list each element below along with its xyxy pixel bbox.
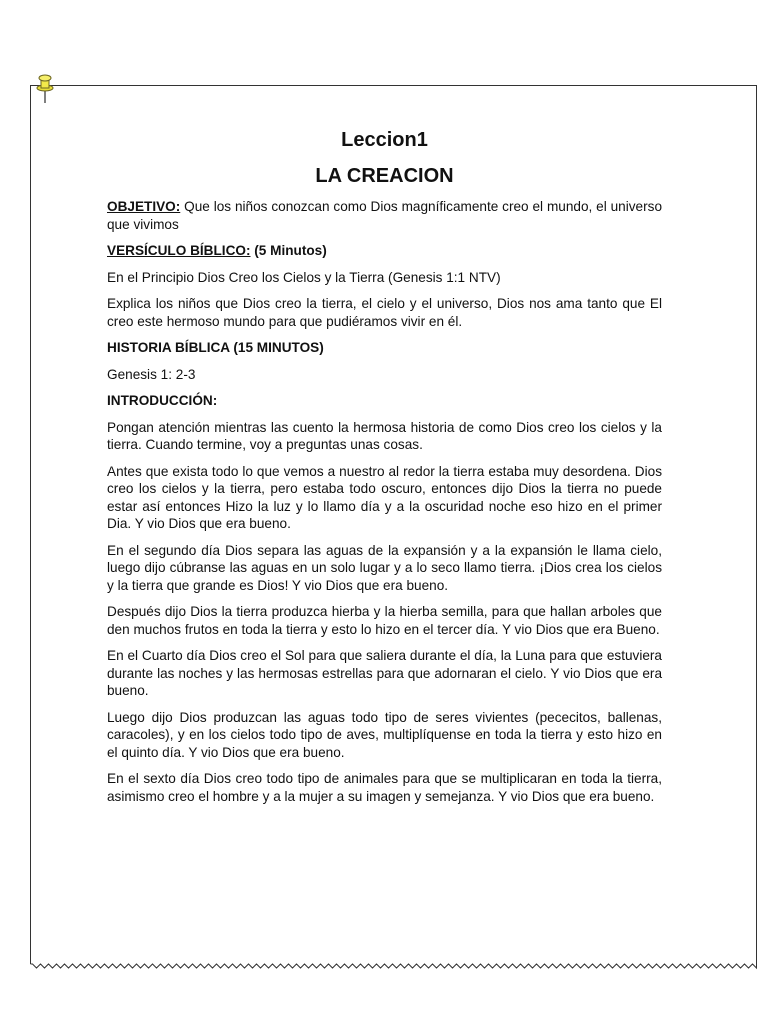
verse-text: En el Principio Dios Creo los Cielos y la Tierra (Genesis 1:1 NTV): [107, 269, 501, 285]
story-paragraph-2: Antes que exista todo lo que vemos a nuestro al redor la tierra estaba muy desordena. Dios creo los cielos y la tierra, pero estaba todo oscuro, entonces dijo Dios la tierra no puede estar así entonces Hizo la luz y lo llamo día y a la oscuridad noche eso hizo en el primer Dia. Y vio Dios que era bueno.: [107, 463, 662, 531]
lesson-title: LA CREACION: [315, 165, 454, 187]
story-paragraph-3: En el segundo día Dios separa las aguas de la expansión y a la expansión le llama cielo, luego dijo cúbranse las aguas en un solo lugar y a lo seco llamo tierra. ¡Dios crea los cielos y la tierra que grande es Dios! Y vio Dios que era bueno.: [107, 542, 662, 593]
story-paragraph-7: En el sexto día Dios creo todo tipo de animales para que se multiplicaran en toda la tierra, asimismo creo el hombre y a la mujer a su imagen y semejanza. Y vio Dios que era bueno.: [107, 771, 662, 804]
explain-paragraph: Explica los niños que Dios creo la tierra, el cielo y el universo, Dios nos ama tanto que El creo este hermoso mundo para que pudiéramos vivir en él.: [107, 296, 662, 329]
story-reference: Genesis 1: 2-3: [107, 366, 196, 382]
verse-time: (5 Minutos): [250, 243, 327, 258]
story-paragraph-6: Luego dijo Dios produzcan las aguas todo tipo de seres vivientes (pececitos, ballenas, caracoles), y en los cielos todo tipo de aves, multiplíquense en toda la tierra y esto hizo en el quinto día. Y vio Dios que era bueno.: [107, 709, 662, 760]
story-paragraph-1: Pongan atención mientras las cuento la hermosa historia de como Dios creo los cielos y la tierra. Cuando termine, voy a preguntas unas cosas.: [107, 419, 662, 452]
objective-paragraph: [107, 198, 662, 233]
story-paragraph-5: En el Cuarto día Dios creo el Sol para que saliera durante el día, la Luna para que estuviera durante las noches y las hermosas estrellas para que adornaran el cielo. Y vio Dios que era bueno.: [107, 648, 662, 698]
document-body: [107, 126, 662, 814]
story-paragraph-4: Después dijo Dios la tierra produzca hierba y la hierba semilla, para que hallan arboles que den muchos frutos en toda la tierra y esto lo hizo en el tercer día. Y vio Dios que era Bueno.: [107, 604, 662, 637]
verse-label: VERSÍCULO BÍBLICO:: [107, 243, 251, 258]
intro-heading: INTRODUCCIÓN:: [107, 393, 218, 408]
push-pin-icon: [34, 72, 56, 104]
objective-text: Que los niños conozcan como Dios magníficamente creo el mundo, el universo que vivimos: [107, 199, 662, 232]
objective-label: OBJETIVO:: [107, 199, 181, 214]
story-heading: HISTORIA BÍBLICA (15 MINUTOS): [107, 340, 324, 355]
verse-heading: [107, 242, 662, 260]
lesson-number: Leccion1: [341, 129, 428, 151]
